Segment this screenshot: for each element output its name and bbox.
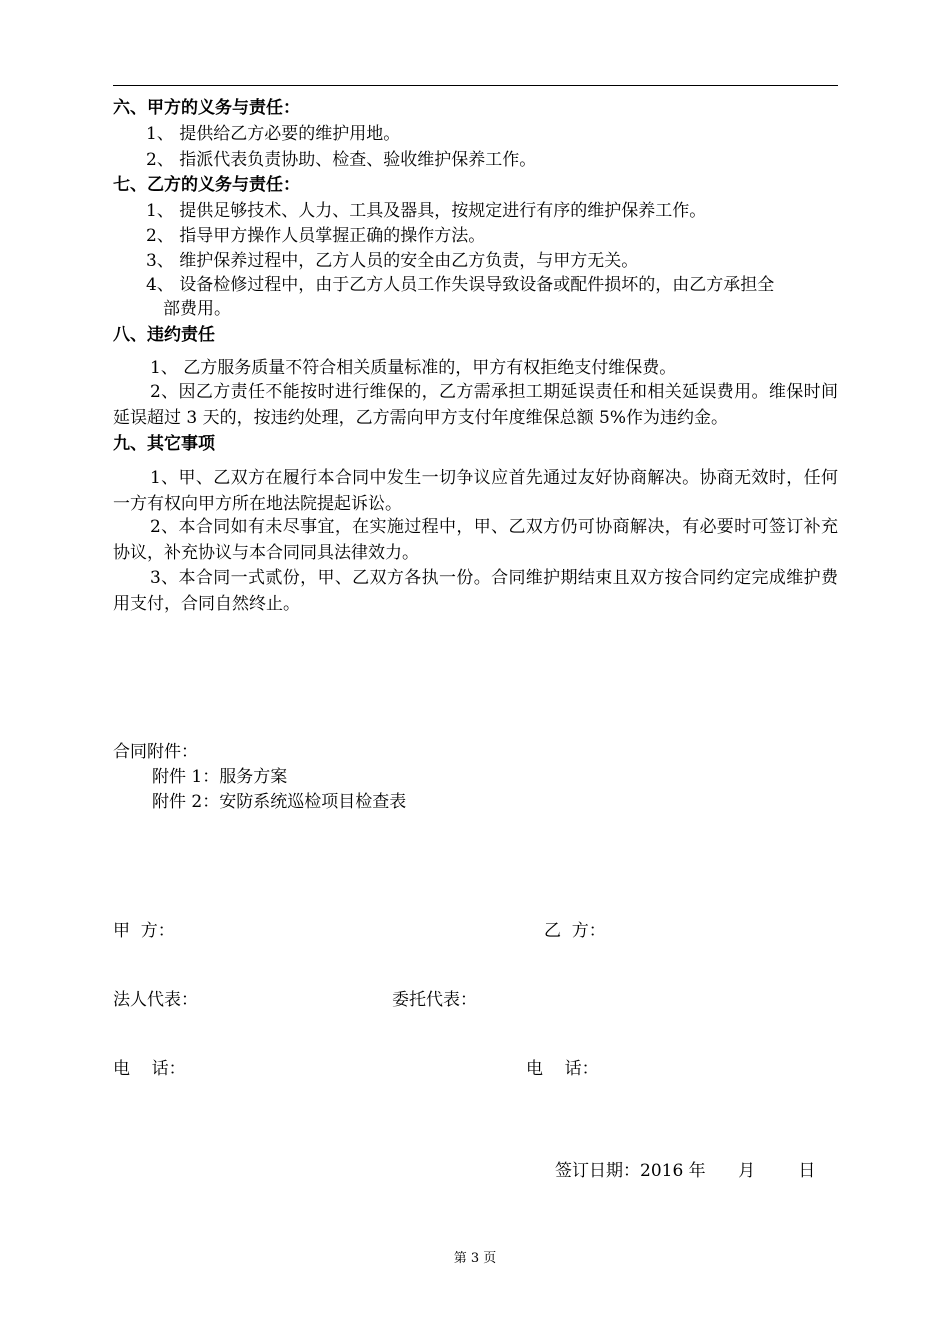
s6-item-1: 1、 提供给乙方必要的维护用地。 <box>146 124 401 144</box>
party-a-label: 甲 方： <box>113 921 175 941</box>
s7-item-4: 4、 设备检修过程中，由于乙方人员工作失误导致设备或配件损坏的，由乙方承担全 <box>146 275 775 295</box>
phone-b-label: 电 话： <box>526 1059 599 1079</box>
s7-item-1: 1、 提供足够技术、人力、工具及器具，按规定进行有序的维护保养工作。 <box>146 201 707 221</box>
section-9-title: 九、其它事项 <box>113 434 215 454</box>
s7-item-4-cont: 部费用。 <box>163 299 231 319</box>
s9-item-1: 1、甲、乙双方在履行本合同中发生一切争议应首先通过友好协商解决。协商无效时，任何一方有权向甲方所在地法院提起诉讼。 <box>113 468 838 514</box>
attachments-label: 合同附件： <box>113 742 198 762</box>
s9-item-2: 2、本合同如有未尽事宜，在实施过程中，甲、乙双方仍可协商解决，有必要时可签订补充协议，补充协议与本合同同具法律效力。 <box>113 517 838 563</box>
party-b-label: 乙 方： <box>544 921 606 941</box>
s8-item-2: 2、因乙方责任不能按时进行维保的，乙方需承担工期延误责任和相关延误费用。维保时间延误超过 3 天的，按违约处理，乙方需向甲方支付年度维保总额 5%作为违约金。 <box>113 382 838 428</box>
header-rule <box>113 85 838 86</box>
section-6-title: 六、甲方的义务与责任： <box>113 98 300 118</box>
s7-item-3: 3、 维护保养过程中，乙方人员的安全由乙方负责，与甲方无关。 <box>146 251 639 271</box>
s8-item-1: 1、 乙方服务质量不符合相关质量标准的，甲方有权拒绝支付维保费。 <box>150 358 677 378</box>
s9-item-3: 3、本合同一式贰份，甲、乙双方各执一份。合同维护期结束且双方按合同约定完成维护费用支付，合同自然终止。 <box>113 568 838 614</box>
attachment-2: 附件 2：安防系统巡检项目检查表 <box>152 792 407 812</box>
legal-rep-label: 法人代表： <box>113 990 198 1010</box>
page-number: 第 3 页 <box>453 1251 497 1266</box>
section-8-title: 八、违约责任 <box>113 325 215 345</box>
section-7-title: 七、乙方的义务与责任： <box>113 175 300 195</box>
s7-item-2: 2、 指导甲方操作人员掌握正确的操作方法。 <box>146 226 486 246</box>
attachment-1: 附件 1：服务方案 <box>152 767 288 787</box>
signing-date: 签订日期：2016 年 月 日 <box>555 1161 816 1181</box>
agent-rep-label: 委托代表： <box>392 990 477 1010</box>
s6-item-2: 2、 指派代表负责协助、检查、验收维护保养工作。 <box>146 150 537 170</box>
phone-a-label: 电 话： <box>113 1059 186 1079</box>
